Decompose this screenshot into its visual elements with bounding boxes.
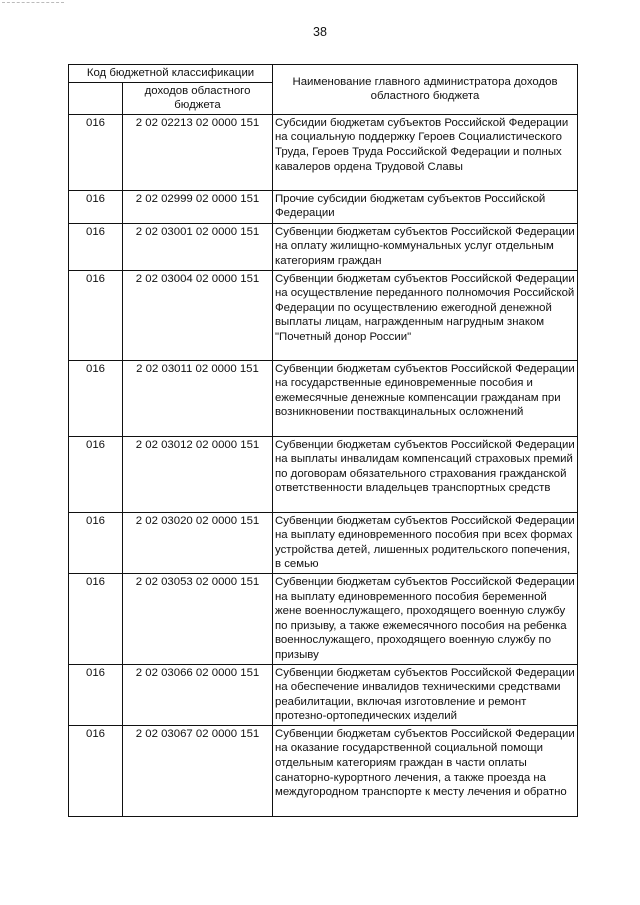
header-admin-code-cell	[69, 82, 123, 114]
table-row	[69, 664, 578, 725]
income-code: 2 02 03053 02 0000 151	[123, 573, 273, 664]
table-row	[69, 114, 578, 190]
admin-code: 016	[69, 573, 123, 664]
table-row	[69, 573, 578, 664]
table-row	[69, 223, 578, 270]
income-name: Субвенции бюджетам субъектов Российской Федерации на обеспечение инвалидов техническими средствами реабилитации, включая изготовление и ремонт протезно-ортопедических изделий	[273, 664, 578, 725]
income-name: Прочие субсидии бюджетам субъектов Российской Федерации	[273, 190, 578, 223]
admin-code: 016	[69, 725, 123, 816]
table-row	[69, 360, 578, 436]
income-name: Субвенции бюджетам субъектов Российской Федерации на выплаты инвалидам компенсаций страховых премий по договорам обязательного страхования гражданской ответственности владельцев транспортных средств	[273, 436, 578, 512]
admin-code: 016	[69, 270, 123, 360]
income-name: Субсидии бюджетам субъектов Российской Федерации на социальную поддержку Героев Социалистического Труда, Героев Труда Российской Федерации и полных кавалеров ордена Трудовой Славы	[273, 114, 578, 190]
income-name: Субвенции бюджетам субъектов Российской Федерации на оплату жилищно-коммунальных услуг отдельным категориям граждан	[273, 223, 578, 270]
admin-code: 016	[69, 223, 123, 270]
header-income-code: доходов областного бюджета	[123, 82, 273, 114]
income-code: 2 02 02999 02 0000 151	[123, 190, 273, 223]
income-code: 2 02 03067 02 0000 151	[123, 725, 273, 816]
income-code: 2 02 03020 02 0000 151	[123, 512, 273, 573]
table-row	[69, 270, 578, 360]
table-row	[69, 436, 578, 512]
income-code: 2 02 02213 02 0000 151	[123, 114, 273, 190]
income-code: 2 02 03001 02 0000 151	[123, 223, 273, 270]
admin-code: 016	[69, 512, 123, 573]
income-name: Субвенции бюджетам субъектов Российской Федерации на выплату единовременного пособия беременной жене военнослужащего, проходящего военную службу по призыву, а также ежемесячного пособия на ребенка военнослужащего, проходящего военную службу по призыву	[273, 573, 578, 664]
income-name: Субвенции бюджетам субъектов Российской Федерации на государственные единовременные пособия и ежемесячные денежные компенсации гражданам при возникновении поствакцинальных осложнений	[273, 360, 578, 436]
table-row	[69, 725, 578, 816]
table-row	[69, 512, 578, 573]
scan-edge-mark	[2, 2, 64, 7]
page-number: 38	[313, 25, 327, 39]
income-name: Субвенции бюджетам субъектов Российской Федерации на оказание государственной социальной помощи отдельным категориям граждан в части оплаты санаторно-курортного лечения, а также проезда на междугородном транспорте к месту лечения и обратно	[273, 725, 578, 816]
header-administrator-name: Наименование главного администратора доходов областного бюджета	[273, 65, 578, 115]
income-code: 2 02 03011 02 0000 151	[123, 360, 273, 436]
admin-code: 016	[69, 436, 123, 512]
admin-code: 016	[69, 664, 123, 725]
income-code: 2 02 03012 02 0000 151	[123, 436, 273, 512]
admin-code: 016	[69, 114, 123, 190]
income-name: Субвенции бюджетам субъектов Российской Федерации на выплату единовременного пособия при всех формах устройства детей, лишенных родительского попечения, в семью	[273, 512, 578, 573]
income-code: 2 02 03004 02 0000 151	[123, 270, 273, 360]
admin-code: 016	[69, 190, 123, 223]
admin-code: 016	[69, 360, 123, 436]
income-name: Субвенции бюджетам субъектов Российской Федерации на осуществление переданного полномочия Российской Федерации по осуществлению ежегодной денежной выплаты лицам, награжденным нагрудным знаком "Почетный донор России"	[273, 270, 578, 360]
header-budget-classification-code: Код бюджетной классификации	[69, 65, 273, 83]
table-row	[69, 190, 578, 223]
income-code: 2 02 03066 02 0000 151	[123, 664, 273, 725]
budget-classification-table	[68, 64, 578, 817]
